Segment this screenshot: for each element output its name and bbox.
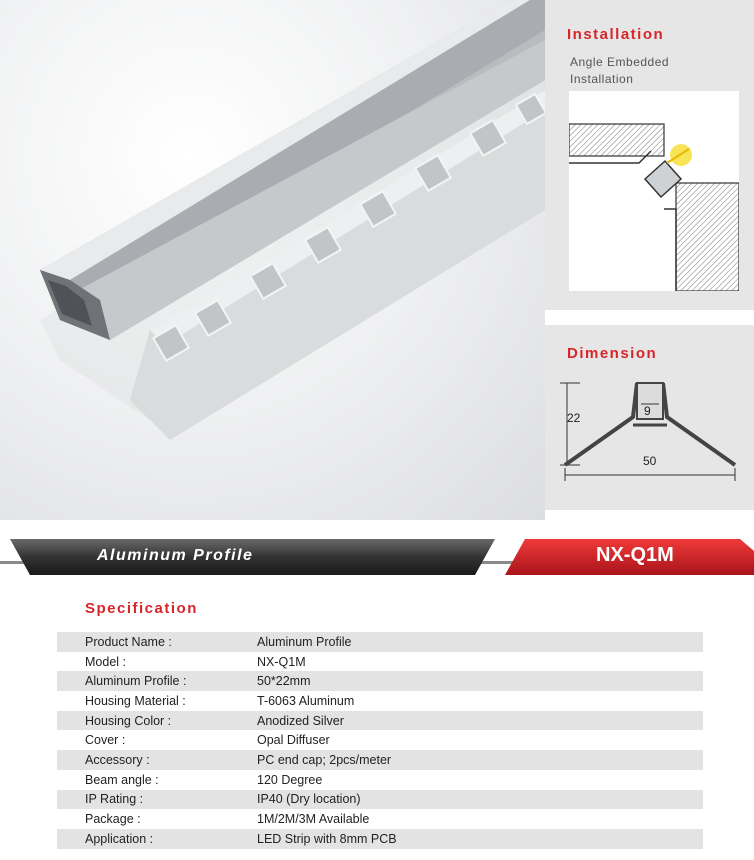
spec-value: 120 Degree xyxy=(257,772,323,787)
spec-value: PC end cap; 2pcs/meter xyxy=(257,752,392,767)
table-row xyxy=(57,809,703,829)
installation-description xyxy=(570,54,669,88)
table-row xyxy=(57,829,703,849)
spec-value: 50*22mm xyxy=(257,674,311,689)
spec-key: Housing Material : xyxy=(85,693,186,708)
spec-key: Product Name : xyxy=(85,634,172,649)
spec-key: Beam angle : xyxy=(85,772,159,787)
spec-value: T-6063 Aluminum xyxy=(257,693,355,708)
spec-key: Package : xyxy=(85,812,141,827)
installation-desc-line2: Installation xyxy=(570,72,634,86)
installation-desc-line1: Angle Embedded xyxy=(570,55,670,69)
spec-value: 1M/2M/3M Available xyxy=(257,812,370,827)
spec-key: Aluminum Profile : xyxy=(85,674,187,689)
spec-key: Application : xyxy=(85,831,154,846)
spec-value: IP40 (Dry location) xyxy=(257,792,361,807)
table-row xyxy=(57,671,703,691)
banner-product-type: Aluminum Profile xyxy=(97,547,254,564)
spec-value: NX-Q1M xyxy=(257,654,306,669)
banner-model: NX-Q1M xyxy=(596,544,674,566)
spec-value: Aluminum Profile xyxy=(257,634,352,649)
dimension-title: Dimension xyxy=(567,345,658,362)
table-row xyxy=(57,691,703,711)
spec-key: Cover : xyxy=(85,733,126,748)
spec-value: Opal Diffuser xyxy=(257,733,330,748)
spec-value: Anodized Silver xyxy=(257,713,344,728)
spec-key: Housing Color : xyxy=(85,713,172,728)
spec-value: LED Strip with 8mm PCB xyxy=(257,831,397,846)
table-row xyxy=(57,711,703,731)
spec-key: Model : xyxy=(85,654,126,669)
specification-table xyxy=(57,632,703,849)
table-row xyxy=(57,632,703,652)
table-row xyxy=(57,790,703,810)
installation-title: Installation xyxy=(567,26,665,43)
spec-key: Accessory : xyxy=(85,752,150,767)
spec-key: IP Rating : xyxy=(85,792,144,807)
table-row xyxy=(57,770,703,790)
product-banner xyxy=(0,537,754,577)
table-row xyxy=(57,750,703,770)
dim-height-label: 22 xyxy=(567,411,581,425)
dim-width-label: 50 xyxy=(643,454,657,468)
table-row xyxy=(57,652,703,672)
dim-inner-label: 9 xyxy=(644,404,651,418)
installation-panel xyxy=(545,0,754,310)
installation-diagram xyxy=(569,91,739,291)
product-photo xyxy=(0,0,545,520)
specification-title: Specification xyxy=(85,600,198,617)
dimension-panel xyxy=(545,325,754,510)
table-row xyxy=(57,730,703,750)
